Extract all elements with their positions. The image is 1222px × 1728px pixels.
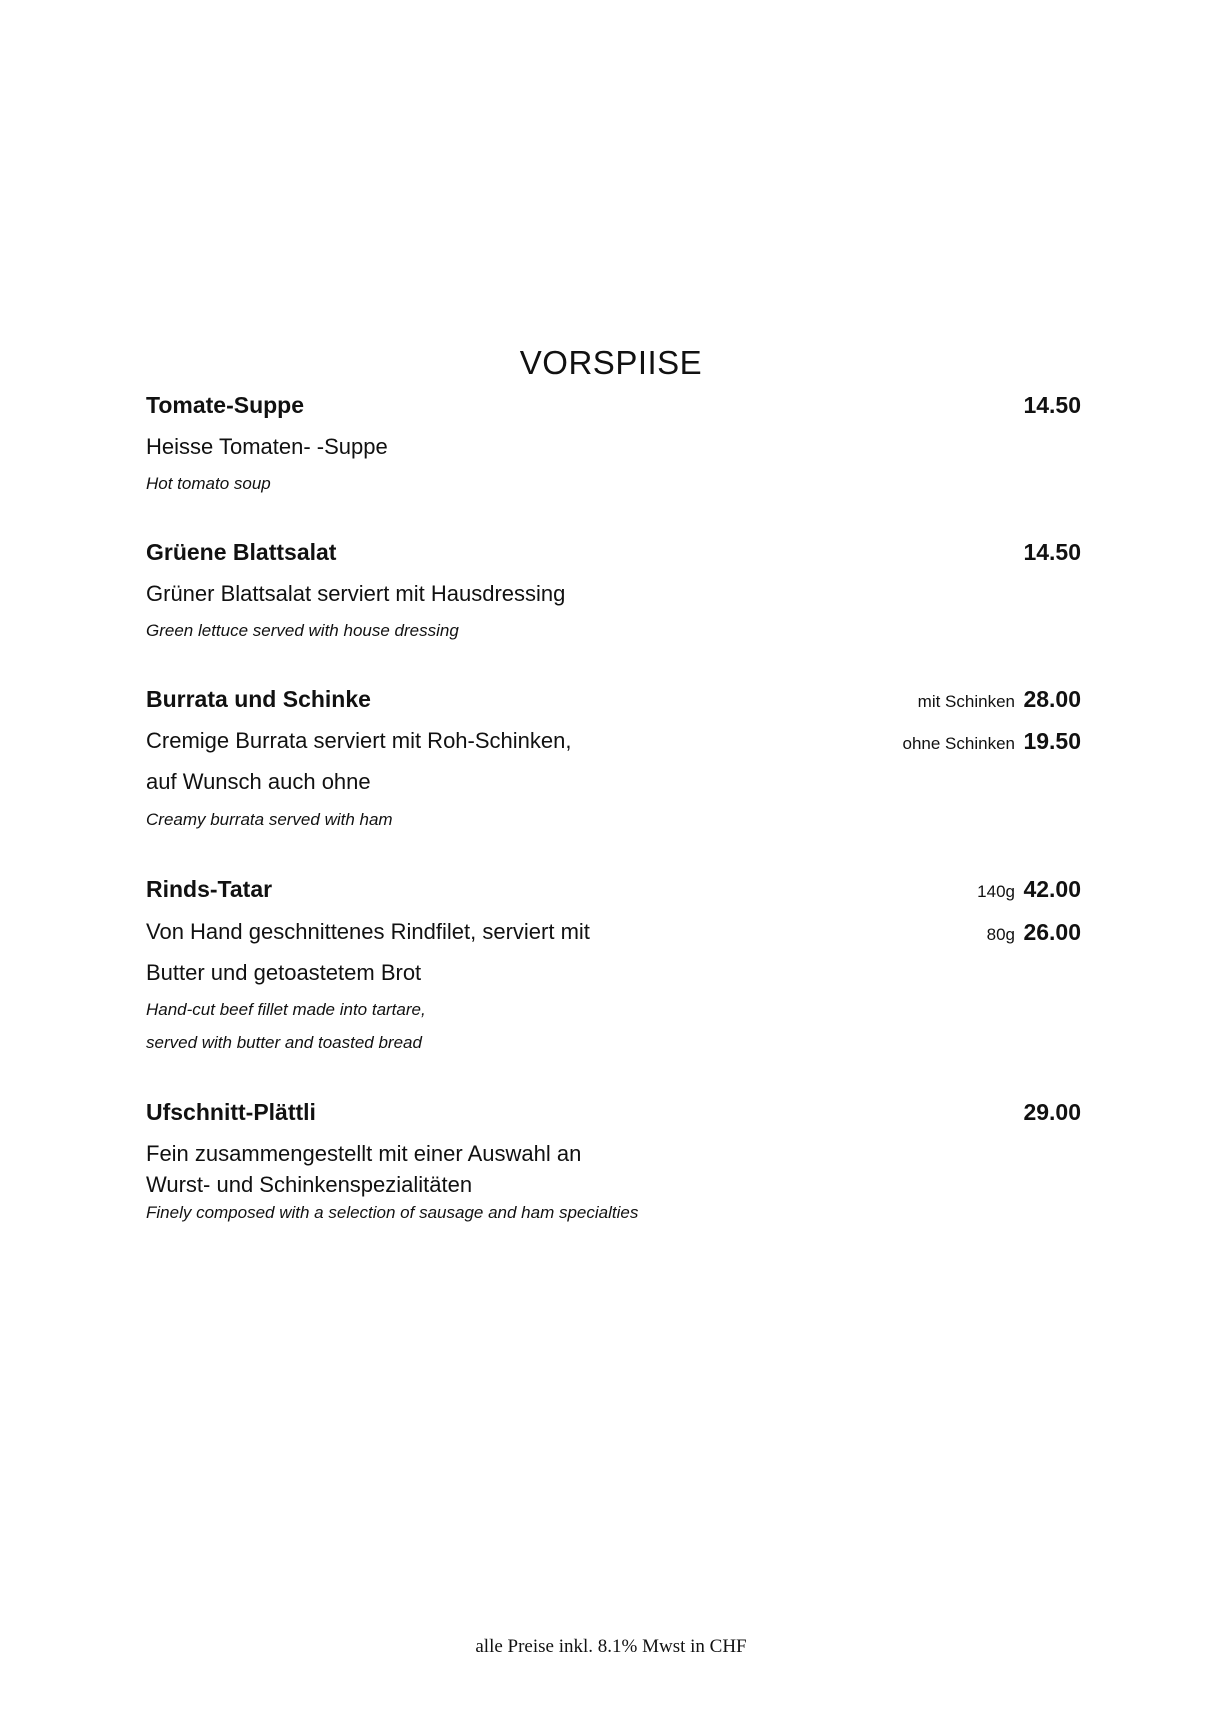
item-price-without-ham bbox=[903, 728, 1082, 755]
page-title: VORSPIISE bbox=[519, 344, 703, 381]
item-description: Grüner Blattsalat serviert mit Hausdressing bbox=[146, 581, 566, 606]
item-price bbox=[1023, 1099, 1081, 1126]
item-name: Burrata und Schinke bbox=[146, 686, 371, 712]
price-note-footer: alle Preise inkl. 8.1% Mwst in CHF bbox=[475, 1636, 747, 1657]
price-value: 26.00 bbox=[1023, 919, 1081, 945]
item-price bbox=[1023, 392, 1081, 419]
item-name: Ufschnitt-Plättli bbox=[146, 1099, 316, 1125]
price-value: 14.50 bbox=[1023, 539, 1081, 565]
item-description: Butter und getoastetem Brot bbox=[146, 960, 422, 985]
item-description: Wurst- und Schinkenspezialitäten bbox=[146, 1172, 473, 1197]
item-description: Von Hand geschnittenes Rindfilet, serviert mit bbox=[146, 919, 590, 944]
item-translation: served with butter and toasted bread bbox=[146, 1033, 422, 1052]
item-translation: Hand-cut beef fillet made into tartare, bbox=[146, 1000, 426, 1019]
price-value: 29.00 bbox=[1023, 1099, 1081, 1125]
item-translation: Finely composed with a selection of sausage and ham specialties bbox=[146, 1203, 639, 1222]
price-value: 28.00 bbox=[1023, 686, 1081, 712]
price-value: 42.00 bbox=[1023, 876, 1081, 902]
item-translation: Hot tomato soup bbox=[146, 474, 271, 493]
price-value: 19.50 bbox=[1023, 728, 1081, 754]
item-name: Tomate-Suppe bbox=[146, 392, 305, 418]
item-description: Fein zusammengestellt mit einer Auswahl an bbox=[146, 1141, 582, 1166]
item-price bbox=[1023, 539, 1081, 566]
item-description: auf Wunsch auch ohne bbox=[146, 769, 371, 794]
item-price-with-ham bbox=[918, 686, 1081, 713]
price-value: 14.50 bbox=[1023, 392, 1081, 418]
item-description: Heisse Tomaten- -Suppe bbox=[146, 434, 388, 459]
item-price-80g bbox=[987, 919, 1081, 946]
price-prefix: 80g bbox=[986, 925, 1015, 944]
item-name: Grüene Blattsalat bbox=[146, 539, 337, 565]
price-prefix: mit Schinken bbox=[917, 692, 1015, 711]
price-prefix: 140g bbox=[977, 882, 1015, 901]
price-prefix: ohne Schinken bbox=[902, 734, 1015, 753]
item-name: Rinds-Tatar bbox=[146, 876, 273, 902]
item-description: Cremige Burrata serviert mit Roh-Schinken, bbox=[146, 728, 572, 753]
item-translation: Green lettuce served with house dressing bbox=[146, 621, 459, 640]
item-price-140g bbox=[977, 876, 1081, 903]
item-translation: Creamy burrata served with ham bbox=[146, 810, 393, 829]
